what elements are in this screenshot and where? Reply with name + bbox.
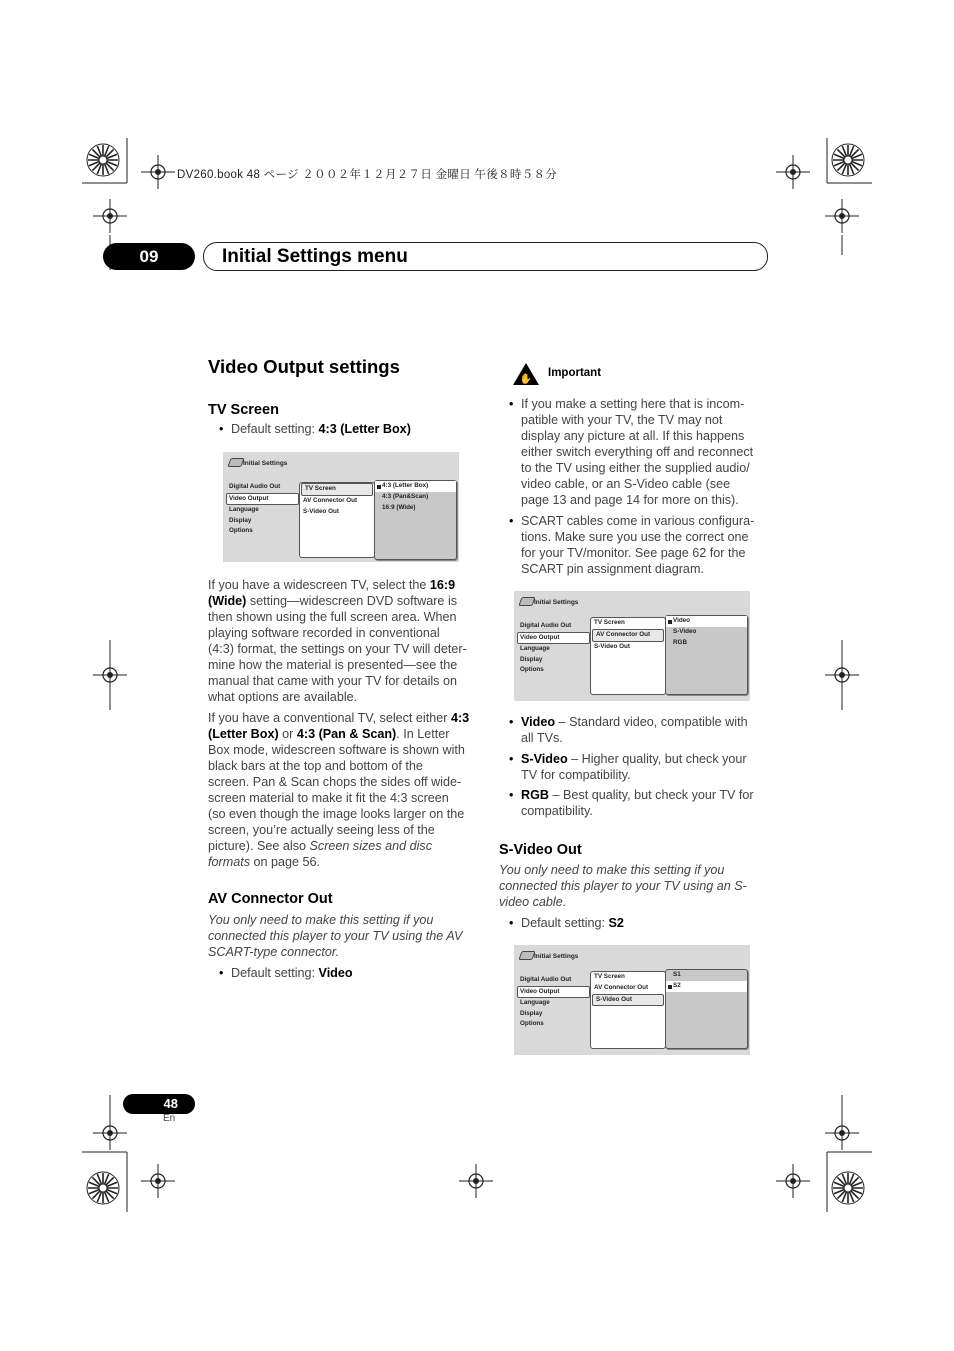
menu-item: Display bbox=[520, 1009, 543, 1017]
svg-text:✋: ✋ bbox=[519, 374, 533, 385]
menu-item: Digital Audio Out bbox=[520, 622, 572, 629]
tv-screen-heading: TV Screen bbox=[208, 402, 279, 418]
av-connector-default: • Default setting: Video bbox=[219, 966, 353, 980]
menu-option: S2 bbox=[666, 981, 747, 992]
menu-subitem: AV Connector Out bbox=[303, 496, 358, 504]
menu-option: 4:3 (Pan&Scan) bbox=[382, 492, 429, 500]
av-connector-menu-screenshot: Initial Settings Digital Audio Out Video Output Language Display Options TV Screen AV Connector Out S-Video Out Video S-Video RGB bbox=[514, 591, 750, 701]
chapter-number: 09 bbox=[103, 243, 195, 270]
menu-subitem: S-Video Out bbox=[592, 994, 664, 1007]
menu-item: Display bbox=[520, 655, 543, 663]
important-warning-icon bbox=[512, 362, 540, 386]
menu-item: Digital Audio Out bbox=[520, 976, 572, 983]
tv-screen-paragraph-1: If you have a widescreen TV, select the 16:9 (Wide) setting—widescreen DVD software is then shown using the full screen area. When playing software recorded in conventional (4:3) format, the settings on your TV will deter- mine how the material is presented—see the manual that came with your TV for details on what options are available. bbox=[208, 578, 467, 704]
menu-option: 4:3 (Letter Box) bbox=[375, 481, 456, 492]
page-language: En bbox=[163, 1113, 176, 1124]
av-connector-heading: AV Connector Out bbox=[208, 891, 333, 907]
menu-subitem: AV Connector Out bbox=[592, 629, 664, 642]
menu-option: Video bbox=[666, 616, 747, 627]
menu-subitem: S-Video Out bbox=[303, 507, 339, 515]
tv-screen-menu-screenshot: Initial Settings Digital Audio Out Video Output Language Display Options TV Screen AV Connector Out S-Video Out 4:3 (Letter Box) 4:3 (Pan&Scan) 16:9 (Wide) bbox=[223, 452, 459, 562]
menu-item: Digital Audio Out bbox=[229, 483, 281, 490]
menu-option: RGB bbox=[673, 638, 687, 646]
important-bullet-1: • If you make a setting here that is incom- patible with your TV, the TV may not display any picture at all. If this happens either switch everything off and reconnect to the TV using either the supplied audio/ video cable, or an S-Video cable (see page 13 and page 14 for more on this). bbox=[509, 397, 754, 507]
section-title: Video Output settings bbox=[208, 356, 400, 377]
menu-item: Options bbox=[520, 666, 544, 674]
s-video-heading: S-Video Out bbox=[499, 842, 582, 858]
important-label: Important bbox=[548, 367, 602, 379]
tv-screen-default: • Default setting: 4:3 (Letter Box) bbox=[219, 422, 411, 436]
menu-subitem: AV Connector Out bbox=[594, 983, 649, 991]
option-rgb: • RGB – Best quality, but check your TV for compatibility. bbox=[509, 788, 754, 818]
chapter-title: Initial Settings menu bbox=[222, 246, 408, 267]
option-video: • Video – Standard video, compatible with all TVs. bbox=[509, 715, 748, 745]
menu-subitem: TV Screen bbox=[301, 483, 373, 496]
menu-item: Video Output bbox=[226, 493, 299, 506]
menu-item: Language bbox=[520, 645, 550, 653]
menu-subitem: TV Screen bbox=[594, 619, 625, 626]
print-slug: DV260.book 48 ページ ２００２年１２月２７日 金曜日 午後８時５８分 bbox=[177, 169, 558, 181]
important-bullet-2: • SCART cables come in various configura- tions. Make sure you use the correct one for your TV/monitor. See page 62 for the SCART pin assignment diagram. bbox=[509, 514, 755, 576]
menu-item: Language bbox=[520, 999, 550, 1007]
page-number: 48 bbox=[123, 1094, 195, 1114]
av-connector-note: You only need to make this setting if you connected this player to your TV using the AV SCART-type connector. bbox=[208, 913, 463, 959]
menu-option: 16:9 (Wide) bbox=[382, 503, 416, 511]
menu-item: Options bbox=[229, 527, 253, 535]
menu-item: Display bbox=[229, 516, 252, 524]
tv-screen-paragraph-2: If you have a conventional TV, select either 4:3 (Letter Box) or 4:3 (Pan & Scan). In Letter Box mode, widescreen software is shown with black bars at the top and bottom of the screen. Pan & Scan chops the sides off wide- screen material to make it fit the 4:3 screen (so even though the image looks larger on the screen, you’re actually seeing less of the picture). See also Screen sizes and disc formats on page 56. bbox=[208, 711, 470, 869]
menu-subitem: S-Video Out bbox=[594, 642, 630, 650]
s-video-note: You only need to make this setting if you connected this player to your TV using an S- video cable. bbox=[499, 863, 747, 909]
menu-subitem: TV Screen bbox=[594, 973, 625, 980]
menu-item: Video Output bbox=[517, 632, 590, 645]
menu-option: S-Video bbox=[673, 627, 697, 635]
menu-item: Video Output bbox=[517, 986, 590, 999]
menu-item: Language bbox=[229, 506, 259, 514]
s-video-menu-screenshot: Initial Settings Digital Audio Out Video Output Language Display Options TV Screen AV Connector Out S-Video Out S1 S2 bbox=[514, 945, 750, 1055]
menu-item: Options bbox=[520, 1020, 544, 1028]
s-video-default: • Default setting: S2 bbox=[509, 916, 624, 930]
option-s-video: • S-Video – Higher quality, but check your TV for compatibility. bbox=[509, 752, 747, 782]
menu-option: S1 bbox=[673, 971, 681, 978]
